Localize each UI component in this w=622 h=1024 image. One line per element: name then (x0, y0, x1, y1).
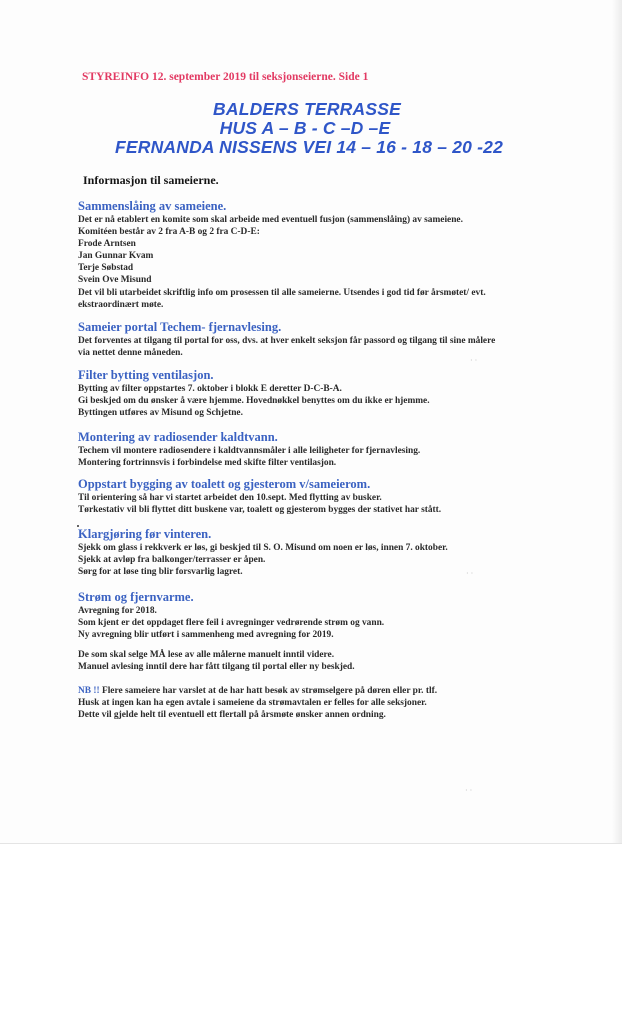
section-power (78, 590, 598, 673)
title-line-2: HUS A – B - C –D –E (219, 118, 391, 138)
body-line: ekstraordinært møte. (78, 299, 164, 310)
body-line: Manuel avlesing inntil dere har fått tilgang til portal eller ny beskjed. (78, 662, 355, 673)
section-construction (78, 477, 598, 516)
body-line: Det vil bli utarbeidet skriftlig info om prosessen til alle sameierne. Utsendes i god tid før årsmøtet/ evt. (78, 287, 486, 298)
section-merger (78, 199, 598, 311)
body-line: Dette vil gjelde helt til eventuell ett flertall på årsmøte ønsker annen ordning. (78, 710, 386, 721)
blank-area (0, 844, 622, 1024)
body-line: Montering fortrinnsvis i forbindelse med skifte filter ventilasjon. (78, 458, 337, 469)
nb-notice (78, 685, 598, 721)
nb-first-line (78, 685, 598, 697)
scan-speck: · · (466, 569, 474, 578)
body-line: De som skal selge MÅ lese av alle målerne manuelt inntil videre. (78, 650, 335, 661)
section-title: Strøm og fjernvarme. (78, 590, 194, 604)
section-filter (78, 368, 598, 419)
body-line: Techem vil montere radiosendere i kaldtvannsmåler i alle leiligheter for fjernavlesing. (78, 446, 421, 456)
scan-speck: · · (465, 786, 473, 795)
body-line: Terje Søbstad (78, 263, 134, 274)
body-line: Sjekk om glass i rekkverk er løs, gi beskjed til S. O. Misund om noen er løs, innen 7. oktober. (78, 543, 448, 553)
body-line: Sjekk at avløp fra balkonger/terrasser er åpen. (78, 555, 266, 566)
intro-heading: Informasjon til sameierne. (83, 173, 219, 187)
title-line-3: FERNANDA NISSENS VEI 14 – 16 - 18 – 20 -22 (114, 137, 504, 157)
body-line: via nettet denne måneden. (78, 348, 183, 359)
body-line: Jan Gunnar Kvam (78, 251, 154, 262)
body-line: Sørg for at løse ting blir forsvarlig lagret. (78, 567, 243, 578)
section-title: Montering av radiosender kaldtvann. (78, 430, 278, 444)
section-title: Filter bytting ventilasjon. (78, 368, 214, 382)
body-line: Avregning for 2018. (78, 606, 157, 616)
body-line: Byttingen utføres av Misund og Schjetne. (78, 408, 243, 419)
section-title: Sammenslåing av sameiene. (78, 199, 227, 213)
section-portal (78, 320, 598, 359)
body-line: Frode Arntsen (78, 239, 136, 250)
section-radio (78, 430, 598, 469)
body-line: Som kjent er det oppdaget flere feil i avregninger vedrørende strøm og vann. (78, 618, 385, 629)
section-winter (78, 527, 598, 578)
nb-mark: NB !! (78, 686, 100, 696)
body-line: Til orientering så har vi startet arbeidet den 10.sept. Med flytting av busker. (78, 493, 382, 503)
nb-text: Flere sameiere har varslet at de har hatt besøk av strømselgere på døren eller pr. tlf. (99, 686, 438, 696)
body-line: Bytting av filter oppstartes 7. oktober i blokk E deretter D-C-B-A. (78, 384, 342, 394)
header-line: STYREINFO 12. september 2019 til seksjonseierne. Side 1 (82, 71, 369, 83)
title-line-1: BALDERS TERRASSE (213, 99, 401, 119)
section-title: Sameier portal Techem- fjernavlesing. (78, 320, 282, 334)
section-title: Klargjøring før vinteren. (78, 527, 212, 541)
body-line: Komitéen består av 2 fra A-B og 2 fra C-D-E: (78, 227, 260, 238)
body-line: Tørkestativ vil bli flyttet ditt buskene var, toalett og gjesterom bygges der stativet har stått. (78, 505, 442, 516)
body-line: Det er nå etablert en komite som skal arbeide med eventuell fusjon (sammenslåing) av sameiene. (78, 215, 463, 225)
section-title: Oppstart bygging av toalett og gjesterom v/sameierom. (78, 477, 371, 491)
body-line: Det forventes at tilgang til portal for oss, dvs. at hver enkelt seksjon får passord og tilgang til sine målere (78, 336, 496, 346)
scan-speck: · · (470, 356, 478, 365)
body-line: Husk at ingen kan ha egen avtale i sameiene da strømavtalen er felles for alle seksjoner. (78, 698, 427, 709)
body-line: Ny avregning blir utført i sammenheng med avregning for 2019. (78, 630, 334, 641)
body-line: Gi beskjed om du ønsker å være hjemme. Hovednøkkel benyttes om du ikke er hjemme. (78, 396, 430, 407)
body-line: Svein Ove Misund (78, 275, 152, 286)
